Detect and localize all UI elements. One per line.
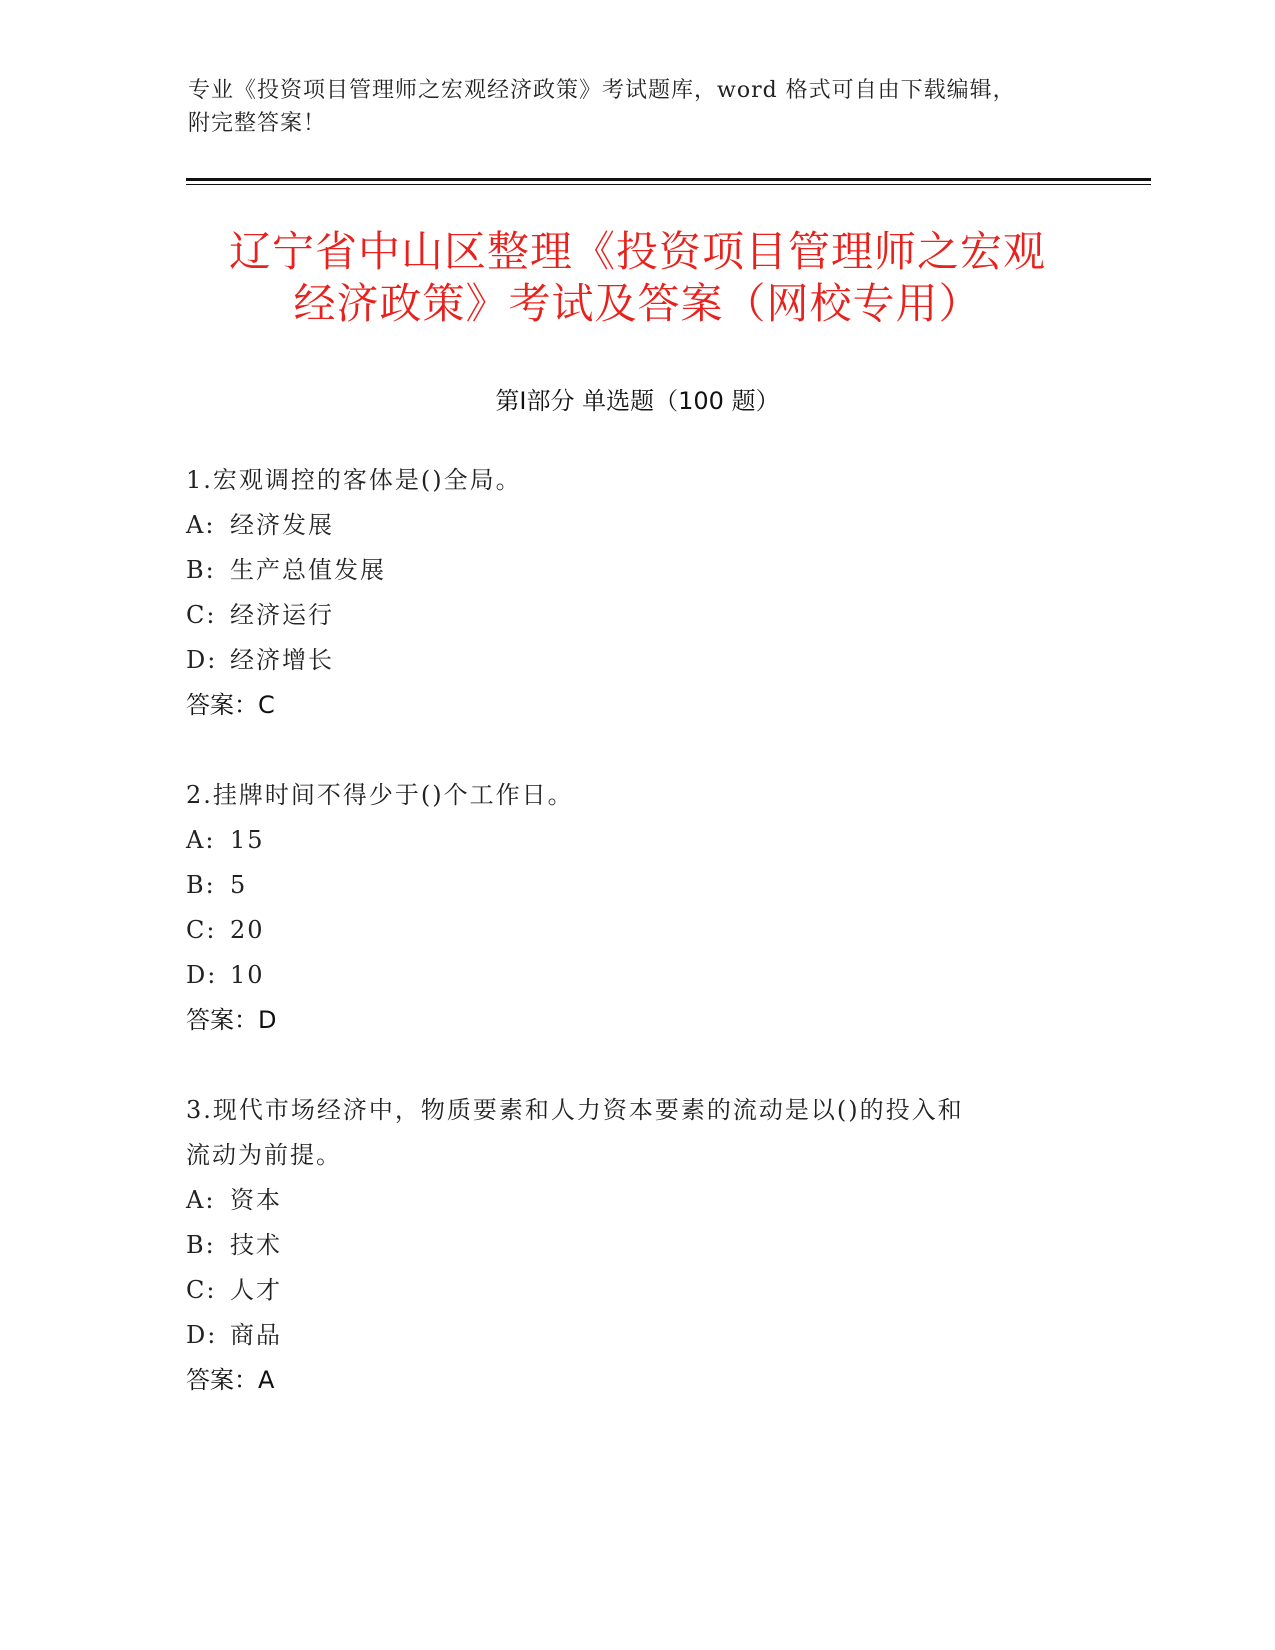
option-text: 20 <box>230 916 265 944</box>
document-title <box>150 226 1125 330</box>
option-letter: D: <box>186 961 218 989</box>
question-stem: 1.宏观调控的客体是()全局。 <box>186 466 522 494</box>
option-letter: C: <box>186 916 217 944</box>
option-letter: C: <box>186 601 217 629</box>
option-letter: B: <box>186 556 216 584</box>
option-a <box>186 1178 1066 1223</box>
option-text: 生产总值发展 <box>230 556 386 584</box>
option-letter: A: <box>186 826 216 854</box>
header-divider-thin <box>186 184 1151 185</box>
question-2 <box>186 773 1066 1043</box>
option-a <box>186 818 1066 863</box>
question-3 <box>186 1088 1066 1403</box>
answer-value: D <box>258 1006 277 1034</box>
option-d <box>186 1313 1066 1358</box>
answer-label: 答案： <box>186 691 258 719</box>
answer-line <box>186 683 1066 728</box>
option-b <box>186 863 1066 908</box>
option-d <box>186 953 1066 998</box>
header-note-line-2: 附完整答案！ <box>188 111 327 136</box>
option-text: 资本 <box>230 1186 282 1214</box>
option-letter: A: <box>186 1186 216 1214</box>
header-note <box>188 74 1088 140</box>
answer-label: 答案： <box>186 1006 258 1034</box>
option-text: 经济发展 <box>230 511 334 539</box>
option-text: 10 <box>230 961 265 989</box>
document-title-line-1: 辽宁省中山区整理《投资项目管理师之宏观 <box>228 227 1046 276</box>
question-stem: 2.挂牌时间不得少于()个工作日。 <box>186 781 574 809</box>
option-d <box>186 638 1066 683</box>
option-letter: C: <box>186 1276 217 1304</box>
option-text: 15 <box>230 826 265 854</box>
option-text: 经济增长 <box>230 646 334 674</box>
question-stem-line-1: 3.现代市场经济中，物质要素和人力资本要素的流动是以()的投入和 <box>186 1096 964 1124</box>
option-text: 经济运行 <box>230 601 334 629</box>
option-b <box>186 1223 1066 1268</box>
question-stem-line-2: 流动为前提。 <box>186 1141 342 1169</box>
answer-value: C <box>258 691 275 719</box>
option-letter: B: <box>186 871 216 899</box>
option-letter: B: <box>186 1231 216 1259</box>
header-note-line-1: 专业《投资项目管理师之宏观经济政策》考试题库，word 格式可自由下载编辑， <box>188 78 1016 103</box>
option-text: 商品 <box>230 1321 282 1349</box>
option-b <box>186 548 1066 593</box>
option-text: 5 <box>230 871 248 899</box>
option-c <box>186 1268 1066 1313</box>
option-letter: D: <box>186 646 218 674</box>
question-1 <box>186 458 1066 728</box>
option-c <box>186 908 1066 953</box>
document-title-line-2: 经济政策》考试及答案（网校专用） <box>293 279 982 328</box>
header-divider-thick <box>186 178 1151 181</box>
answer-line <box>186 998 1066 1043</box>
option-letter: A: <box>186 511 216 539</box>
answer-line <box>186 1358 1066 1403</box>
option-text: 人才 <box>230 1276 282 1304</box>
answer-value: A <box>258 1366 275 1394</box>
option-c <box>186 593 1066 638</box>
answer-label: 答案： <box>186 1366 258 1394</box>
option-text: 技术 <box>230 1231 282 1259</box>
section-heading: 第Ⅰ部分 单选题（100 题） <box>495 387 780 415</box>
option-letter: D: <box>186 1321 218 1349</box>
option-a <box>186 503 1066 548</box>
